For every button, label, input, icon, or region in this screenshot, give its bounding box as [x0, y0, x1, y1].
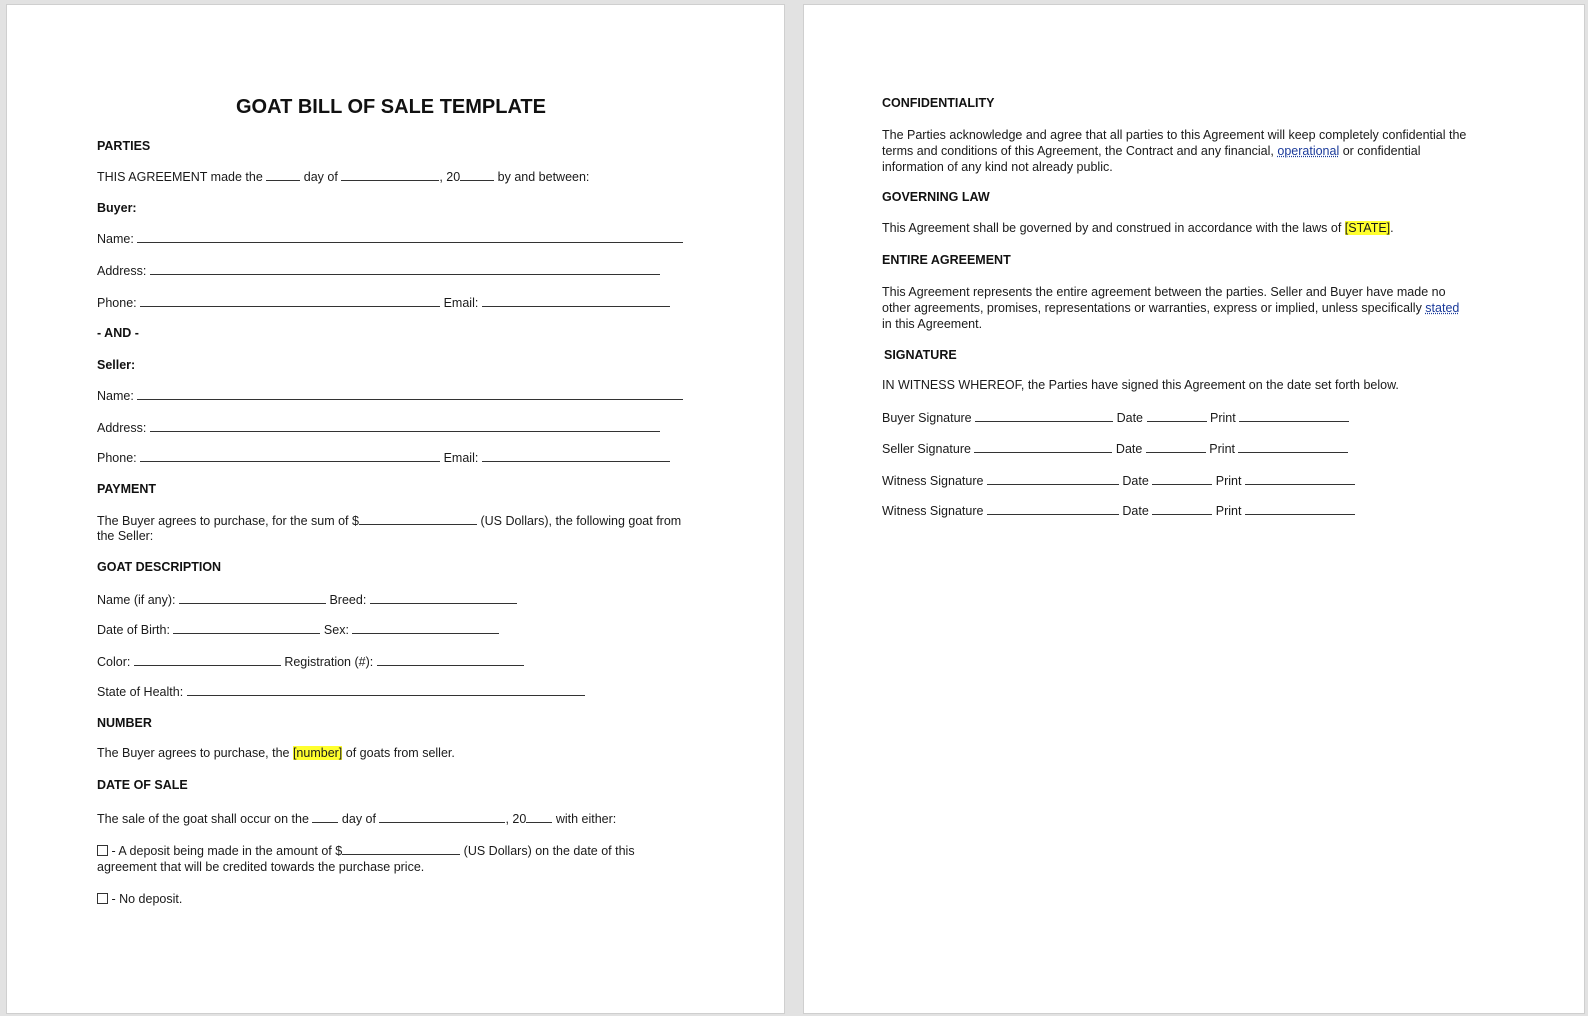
- seller-address-row: Address:: [97, 420, 660, 436]
- number-text: The Buyer agrees to purchase, the [number] of goats from seller.: [97, 746, 455, 760]
- day-blank[interactable]: [266, 169, 300, 181]
- witness1-date-field[interactable]: [1152, 473, 1212, 485]
- parties-intro: THIS AGREEMENT made the day of , 20 by and between:: [97, 170, 590, 184]
- goat-health-field[interactable]: [187, 684, 585, 696]
- witness2-date-field[interactable]: [1152, 503, 1212, 515]
- document-page-1: [6, 4, 785, 1014]
- seller-print-field[interactable]: [1238, 441, 1348, 453]
- payment-sum-field[interactable]: [359, 513, 477, 525]
- entire-agreement-text: This Agreement represents the entire agreement between the parties. Seller and Buyer have made no other agreements, promises, representations or warranties, express or implied, unless specifically stated in this Agreement.: [882, 285, 1460, 331]
- signature-intro: IN WITNESS WHEREOF, the Parties have signed this Agreement on the date set forth below.: [882, 378, 1399, 392]
- seller-email-field[interactable]: [482, 450, 670, 462]
- payment-text: The Buyer agrees to purchase, for the sum of $ (US Dollars), the following goat from: [97, 514, 682, 528]
- goat-name-field[interactable]: [179, 592, 326, 604]
- buyer-address-row: Address:: [97, 263, 660, 279]
- payment-heading: PAYMENT: [97, 482, 157, 496]
- operational-word: operational: [1277, 144, 1340, 158]
- number-heading: NUMBER: [97, 716, 152, 730]
- signature-heading: SIGNATURE: [884, 348, 957, 362]
- sale-year-blank[interactable]: [526, 811, 552, 823]
- governing-law-heading: GOVERNING LAW: [882, 190, 990, 204]
- sale-month-blank[interactable]: [379, 811, 505, 823]
- date-of-sale-heading: DATE OF SALE: [97, 778, 188, 792]
- witness2-signature-field[interactable]: [987, 503, 1119, 515]
- buyer-email-field[interactable]: [482, 295, 670, 307]
- goat-health-row: State of Health:: [97, 684, 585, 700]
- signature-row: Witness Signature Date Print: [882, 503, 1355, 519]
- state-placeholder: [STATE]: [1344, 221, 1391, 235]
- deposit-option-cont: agreement that will be credited towards the purchase price.: [97, 860, 425, 874]
- and-separator: - AND -: [97, 326, 139, 340]
- seller-date-field[interactable]: [1146, 441, 1206, 453]
- governing-law-text: This Agreement shall be governed by and construed in accordance with the laws of [STATE].: [882, 221, 1394, 235]
- signature-row: Witness Signature Date Print: [882, 473, 1355, 489]
- witness1-print-field[interactable]: [1245, 473, 1355, 485]
- deposit-amount-field[interactable]: [342, 843, 460, 855]
- witness1-signature-field[interactable]: [987, 473, 1119, 485]
- seller-name-row: Name:: [97, 388, 683, 404]
- seller-phone-field[interactable]: [140, 450, 440, 462]
- goat-name-row: Name (if any): Breed:: [97, 592, 517, 608]
- buyer-signature-field[interactable]: [975, 410, 1113, 422]
- signature-row: Buyer Signature Date Print: [882, 410, 1349, 426]
- goat-breed-field[interactable]: [370, 592, 517, 604]
- goat-dob-row: Date of Birth: Sex:: [97, 622, 499, 638]
- month-blank[interactable]: [341, 169, 439, 181]
- buyer-date-field[interactable]: [1147, 410, 1207, 422]
- sale-day-blank[interactable]: [312, 811, 338, 823]
- date-of-sale-text: The sale of the goat shall occur on the day of , 20 with either:: [97, 812, 617, 826]
- document-title: GOAT BILL OF SALE TEMPLATE: [236, 96, 546, 118]
- goat-registration-field[interactable]: [377, 654, 524, 666]
- number-placeholder: [number]: [292, 746, 343, 760]
- document-page-2: [803, 4, 1585, 1014]
- buyer-name-field[interactable]: [137, 231, 683, 243]
- seller-name-field[interactable]: [137, 388, 683, 400]
- confidentiality-text: The Parties acknowledge and agree that all parties to this Agreement will keep completely confidential the terms and conditions of this Agreement, the Contract and any financial, operational or confidential information of any kind not already public.: [882, 128, 1467, 174]
- goat-dob-field[interactable]: [173, 622, 320, 634]
- buyer-name-row: Name:: [97, 231, 683, 247]
- no-deposit-checkbox[interactable]: [97, 893, 108, 904]
- buyer-phone-field[interactable]: [140, 295, 440, 307]
- buyer-heading: Buyer:: [97, 201, 137, 215]
- buyer-print-field[interactable]: [1239, 410, 1349, 422]
- seller-phone-row: Phone: Email:: [97, 450, 670, 466]
- parties-heading: PARTIES: [97, 139, 151, 153]
- buyer-phone-row: Phone: Email:: [97, 295, 670, 311]
- goat-description-heading: GOAT DESCRIPTION: [97, 560, 222, 574]
- seller-address-field[interactable]: [150, 420, 660, 432]
- deposit-checkbox[interactable]: [97, 845, 108, 856]
- seller-heading: Seller:: [97, 358, 136, 372]
- stated-word: stated: [1425, 301, 1460, 315]
- deposit-option: - A deposit being made in the amount of $ (US Dollars) on the date of this: [97, 843, 635, 859]
- entire-agreement-heading: ENTIRE AGREEMENT: [882, 253, 1011, 267]
- witness2-print-field[interactable]: [1245, 503, 1355, 515]
- payment-text-cont: the Seller:: [97, 529, 154, 543]
- goat-color-row: Color: Registration (#):: [97, 654, 524, 670]
- signature-row: Seller Signature Date Print: [882, 441, 1348, 457]
- seller-signature-field[interactable]: [974, 441, 1112, 453]
- year-blank[interactable]: [460, 169, 494, 181]
- confidentiality-heading: CONFIDENTIALITY: [882, 96, 995, 110]
- buyer-address-field[interactable]: [150, 263, 660, 275]
- no-deposit-option: - No deposit.: [97, 892, 182, 907]
- goat-color-field[interactable]: [134, 654, 281, 666]
- goat-sex-field[interactable]: [352, 622, 499, 634]
